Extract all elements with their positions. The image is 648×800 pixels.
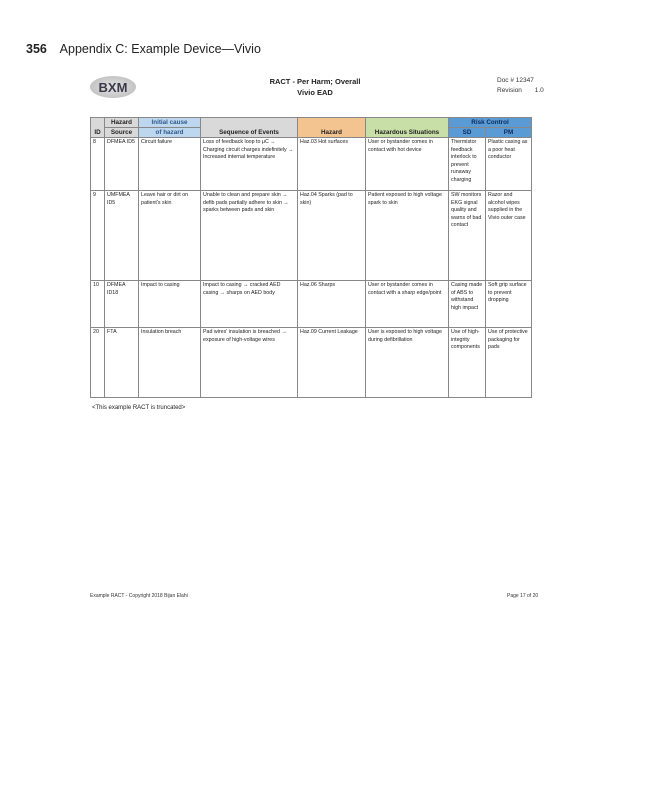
cell-hazard: Haz.04 Sparks (pad to skin): [298, 191, 366, 281]
cell-hazardous-situation: Patient exposed to high voltage spark to skin: [366, 191, 449, 281]
truncation-note: <This example RACT is truncated>: [92, 405, 186, 411]
cell-initial-cause: Leave hair or dirt on patient's skin: [139, 191, 201, 281]
document-title: [245, 76, 385, 98]
chapter-title: Appendix C: Example Device—Vivio: [59, 42, 261, 56]
table-row: [91, 281, 532, 328]
cell-hazard-source: DFMEA ID18: [105, 281, 139, 328]
header-hazard-source-line1: Hazard: [105, 118, 139, 128]
revision-label: Revision: [497, 87, 522, 94]
cell-sd: SW monitors EKG signal quality and warns of bad contact: [449, 191, 486, 281]
cell-sequence: Pad wires' insulation is breached → exposure of high-voltage wires: [201, 328, 298, 398]
ract-table: [90, 117, 532, 398]
header-pm: PM: [486, 128, 532, 138]
cell-sequence: Loss of feedback loop to μC → Charging circuit charges indefinitely → Increased internal temperature: [201, 138, 298, 191]
header-initial-cause-line2: of hazard: [139, 128, 201, 138]
document-title-line1: RACT - Per Harm; Overall: [269, 77, 361, 86]
header-hazard-source-line2: Source: [105, 128, 139, 138]
cell-id: 9: [91, 191, 105, 281]
doc-number-label: Doc #: [497, 77, 514, 84]
cell-hazardous-situation: User or bystander comes in contact with a sharp edge/point: [366, 281, 449, 328]
cell-pm: Razor and alcohol wipes supplied in the Vivio outer case: [486, 191, 532, 281]
running-header: [26, 42, 261, 56]
header-risk-control: Risk Control: [449, 118, 532, 128]
cell-pm: Use of protective packaging for pads: [486, 328, 532, 398]
cell-hazardous-situation: User or bystander comes in contact with hot device: [366, 138, 449, 191]
cell-hazard-source: UMFMEA ID5: [105, 191, 139, 281]
header-sequence-of-events: Sequence of Events: [201, 118, 298, 138]
footer-copyright: Example RACT - Copyright 2018 Bijan Elahi: [90, 593, 188, 599]
footer-page-count: Page 17 of 20: [507, 593, 539, 599]
page-number: 356: [26, 42, 47, 56]
cell-sequence: Impact to casing → cracked AED casing → sharps on AED body: [201, 281, 298, 328]
doc-number-value: 12347: [515, 77, 534, 84]
cell-id: 8: [91, 138, 105, 191]
cell-hazard-source: DFMEA ID5: [105, 138, 139, 191]
cell-hazard: Haz.03 Hot surfaces: [298, 138, 366, 191]
cell-initial-cause: Impact to casing: [139, 281, 201, 328]
table-row: [91, 138, 532, 191]
logo-text: BXM: [98, 79, 128, 95]
table-header-row-1: [91, 118, 532, 128]
cell-id: 20: [91, 328, 105, 398]
cell-initial-cause: Circuit failure: [139, 138, 201, 191]
cell-hazard: Haz.06 Sharps: [298, 281, 366, 328]
cell-sd: Use of high-integrity components: [449, 328, 486, 398]
cell-hazard-source: FTA: [105, 328, 139, 398]
revision-value: 1.0: [534, 87, 544, 94]
cell-hazard: Haz.09 Current Leakage: [298, 328, 366, 398]
document-title-line2: Vivio EAD: [297, 88, 333, 97]
header-id: ID: [91, 118, 105, 138]
cell-initial-cause: Insulation breach: [139, 328, 201, 398]
header-initial-cause-line1: Initial cause: [139, 118, 201, 128]
cell-sequence: Unable to clean and prepare skin → defib pads partially adhere to skin → sparks between pads and skin: [201, 191, 298, 281]
header-sd: SD: [449, 128, 486, 138]
company-logo: [90, 76, 136, 98]
table-row: [91, 328, 532, 398]
cell-hazardous-situation: User is exposed to high voltage during defibrillation: [366, 328, 449, 398]
header-hazard: Hazard: [298, 118, 366, 138]
document-meta: [497, 76, 544, 96]
cell-sd: Casing made of ABS to withstand high impact: [449, 281, 486, 328]
cell-pm: Soft grip surface to prevent dropping: [486, 281, 532, 328]
cell-id: 10: [91, 281, 105, 328]
cell-sd: Thermistor feedback interlock to prevent runaway charging: [449, 138, 486, 191]
cell-pm: Plastic casing as a poor heat conductor: [486, 138, 532, 191]
header-hazardous-situations: Hazardous Situations: [366, 118, 449, 138]
table-row: [91, 191, 532, 281]
